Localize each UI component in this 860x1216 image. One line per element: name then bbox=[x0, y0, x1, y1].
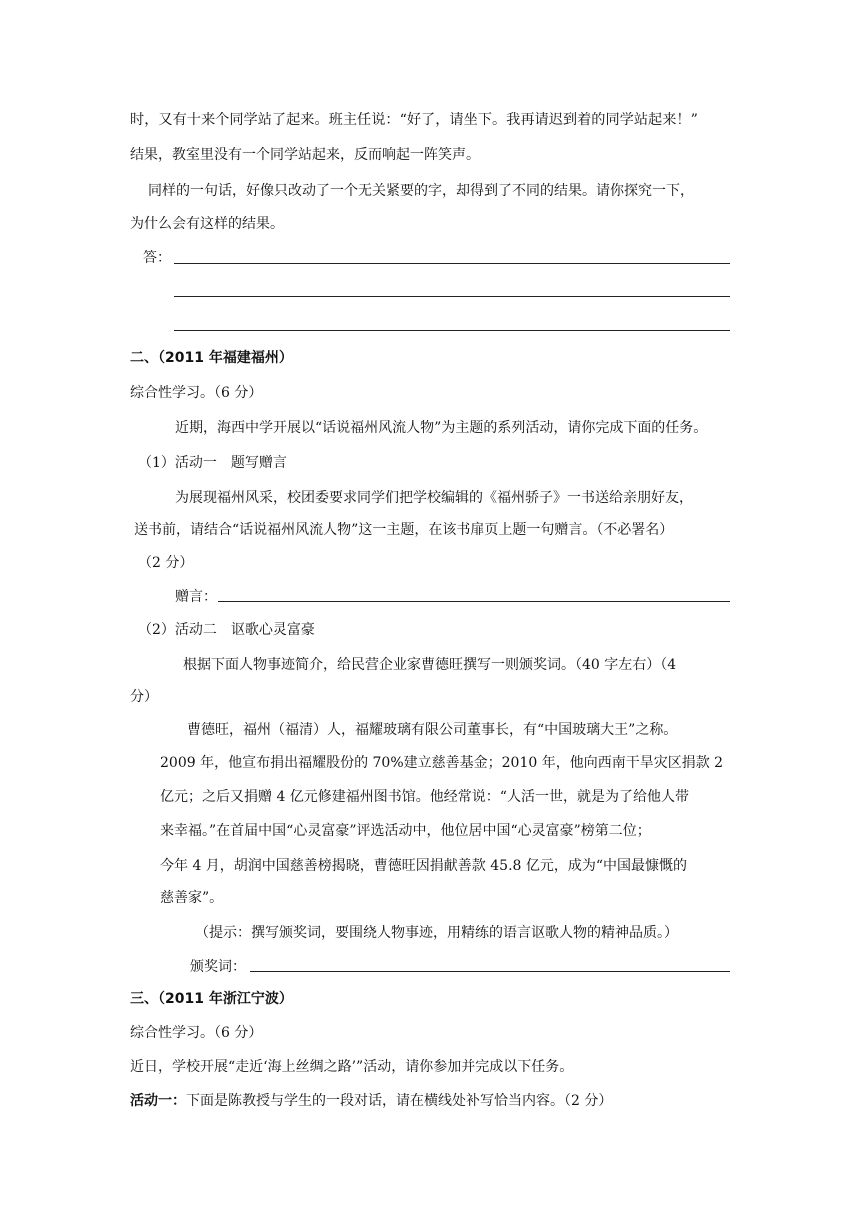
section-intro: 近期，海西中学开展以“话说福州风流人物”为主题的系列活动，请你完成下面的任务。 bbox=[175, 420, 708, 436]
activity-text-line: 分） bbox=[130, 689, 158, 705]
activity-text-line: 送书前，请结合“话说福州风流人物”这一主题，在该书扉页上题一句赠言。（不必署名） bbox=[134, 522, 674, 538]
activity-label: 活动一： bbox=[130, 1093, 186, 1109]
activity-text-line: 为展现福州风采，校团委要求同学们把学校编辑的《福州骄子》一书送给亲朋好友， bbox=[175, 490, 693, 506]
hint-text: （提示：撰写颁奖词，要围绕人物事迹，用精练的语言讴歌人物的精神品质。） bbox=[195, 925, 678, 941]
section-subtitle: 综合性学习。（6 分） bbox=[130, 385, 263, 401]
story-text-line: 结果，教室里没有一个同学站起来，反而响起一阵笑声。 bbox=[130, 147, 480, 163]
section-subtitle: 综合性学习。（6 分） bbox=[130, 1025, 263, 1041]
section-heading: 三、（2011 年浙江宁波） bbox=[130, 991, 293, 1007]
answer-line[interactable] bbox=[174, 296, 730, 297]
bio-text-line: 曹德旺，福州（福清）人，福耀玻璃有限公司董事长，有“中国玻璃大王”之称。 bbox=[187, 722, 678, 738]
activity-points: （2 分） bbox=[138, 555, 194, 571]
activity-text-line: 根据下面人物事迹简介，给民营企业家曹德旺撰写一则颁奖词。（40 字左右）（4 bbox=[183, 657, 677, 673]
gift-label: 赠言： bbox=[175, 589, 217, 605]
activity-title: （1）活动一 题写赠言 bbox=[138, 455, 287, 471]
story-text-line: 时，又有十来个同学站了起来。班主任说：“好了，请坐下。我再请迟到着的同学站起来！” bbox=[130, 112, 698, 128]
section-intro: 近日，学校开展“走近‘海上丝绸之路’”活动，请你参加并完成以下任务。 bbox=[130, 1059, 574, 1075]
answer-label: 答： bbox=[143, 250, 171, 266]
bio-text-line: 今年 4 月，胡润中国慈善榜揭晓，曹德旺因捐献善款 45.8 亿元，成为“中国最慷慨的 bbox=[160, 858, 688, 874]
bio-text-line: 慈善家”。 bbox=[160, 890, 224, 906]
question-text-line: 同样的一句话，好像只改动了一个无关紧要的字，却得到了不同的结果。请你探究一下， bbox=[148, 183, 694, 199]
award-label: 颁奖词： bbox=[190, 959, 246, 975]
answer-line[interactable] bbox=[174, 263, 730, 264]
bio-text-line: 来幸福。”在首届中国“心灵富豪”评选活动中，他位居中国“心灵富豪”榜第二位； bbox=[160, 823, 651, 839]
section-heading: 二、（2011 年福建福州） bbox=[130, 350, 293, 366]
activity-title: （2）活动二 讴歌心灵富豪 bbox=[138, 622, 315, 638]
activity-line bbox=[130, 1091, 612, 1111]
bio-text-line: 亿元；之后又捐赠 4 亿元修建福州图书馆。他经常说：“人活一世，就是为了给他人带 bbox=[160, 789, 689, 805]
activity-text: 下面是陈教授与学生的一段对话，请在横线处补写恰当内容。（2 分） bbox=[186, 1093, 613, 1109]
answer-line[interactable] bbox=[174, 330, 730, 331]
question-text-line: 为什么会有这样的结果。 bbox=[130, 216, 284, 232]
bio-text-line: 2009 年，他宣布捐出福耀股份的 70%建立慈善基金；2010 年，他向西南干旱灾区捐款 2 bbox=[160, 755, 724, 771]
award-answer-line[interactable] bbox=[250, 971, 730, 972]
gift-answer-line[interactable] bbox=[218, 601, 730, 602]
